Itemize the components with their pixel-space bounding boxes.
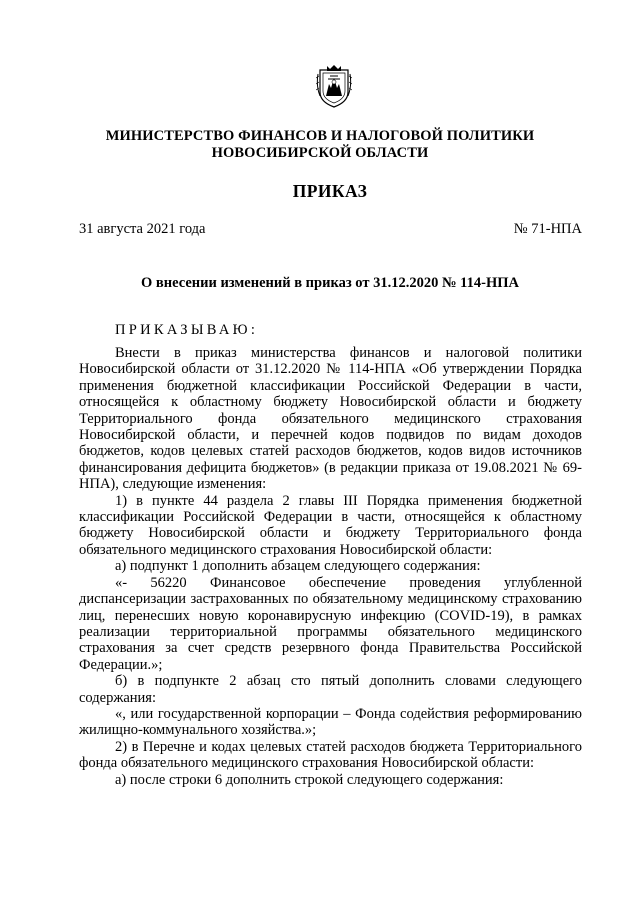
document-type: ПРИКАЗ (292, 181, 368, 201)
document-body (79, 345, 582, 788)
coat-of-arms-icon (316, 62, 352, 108)
ministry-name-line-1: МИНИСТЕРСТВО ФИНАНСОВ И НАЛОГОВОЙ ПОЛИТИКИ (105, 128, 535, 144)
body-paragraph: б) в подпункте 2 абзац сто пятый дополнить словами следующего содержания: (79, 673, 582, 706)
body-paragraph: а) после строки 6 дополнить строкой следующего содержания: (115, 771, 504, 788)
body-paragraph: Внести в приказ министерства финансов и налоговой политики Новосибирской области от 31.12.2020 № 114-НПА «Об утверждении Порядка применения бюджетной классификации Российской Федерации в части, относящейся к областному бюджету Новосибирской области и бюджету Территориального фонда обязательного медицинского страхования Новосибирской области, и перечней кодов подвидов по видам доходов бюджетов, кодов целевых статей расходов бюджетов, кодов видов источников финансирования дефицита бюджетов» (в редакции приказа от 19.08.2021 № 69-НПА), следующие изменения: (79, 345, 582, 493)
body-paragraph: 2) в Перечне и кодах целевых статей расходов бюджета Территориального фонда обязательного медицинского страхования Новосибирской области: (79, 738, 582, 772)
document-subject: О внесении изменений в приказ от 31.12.2020 № 114-НПА (141, 275, 519, 291)
ministry-name-line-2: НОВОСИБИРСКОЙ ОБЛАСТИ (211, 145, 429, 161)
document-date: 31 августа 2021 года (79, 221, 206, 237)
body-paragraph: а) подпункт 1 дополнить абзацем следующего содержания: (115, 558, 481, 575)
order-word: ПРИКАЗЫВАЮ: (115, 322, 259, 338)
body-paragraph: «- 56220 Финансовое обеспечение проведения углубленной диспансеризации застрахованных по обязательному медицинскому страхованию лиц, перенесших новую коронавирусную инфекцию (COVID-19), в рамках реализации территориальной программы обязательного медицинского страхования за счет средств резервного фонда Правительства Российской Федерации.»; (79, 574, 582, 673)
body-paragraph: «, или государственной корпорации – Фонда содействия реформированию жилищно-коммунального хозяйства.»; (79, 705, 582, 739)
document-number: № 71-НПА (513, 221, 582, 237)
body-paragraph: 1) в пункте 44 раздела 2 главы III Порядка применения бюджетной классификации Российской Федерации в части, относящейся к областному бюджету Новосибирской области и бюджету Территориального фонда обязательного медицинского страхования Новосибирской области: (79, 492, 582, 558)
